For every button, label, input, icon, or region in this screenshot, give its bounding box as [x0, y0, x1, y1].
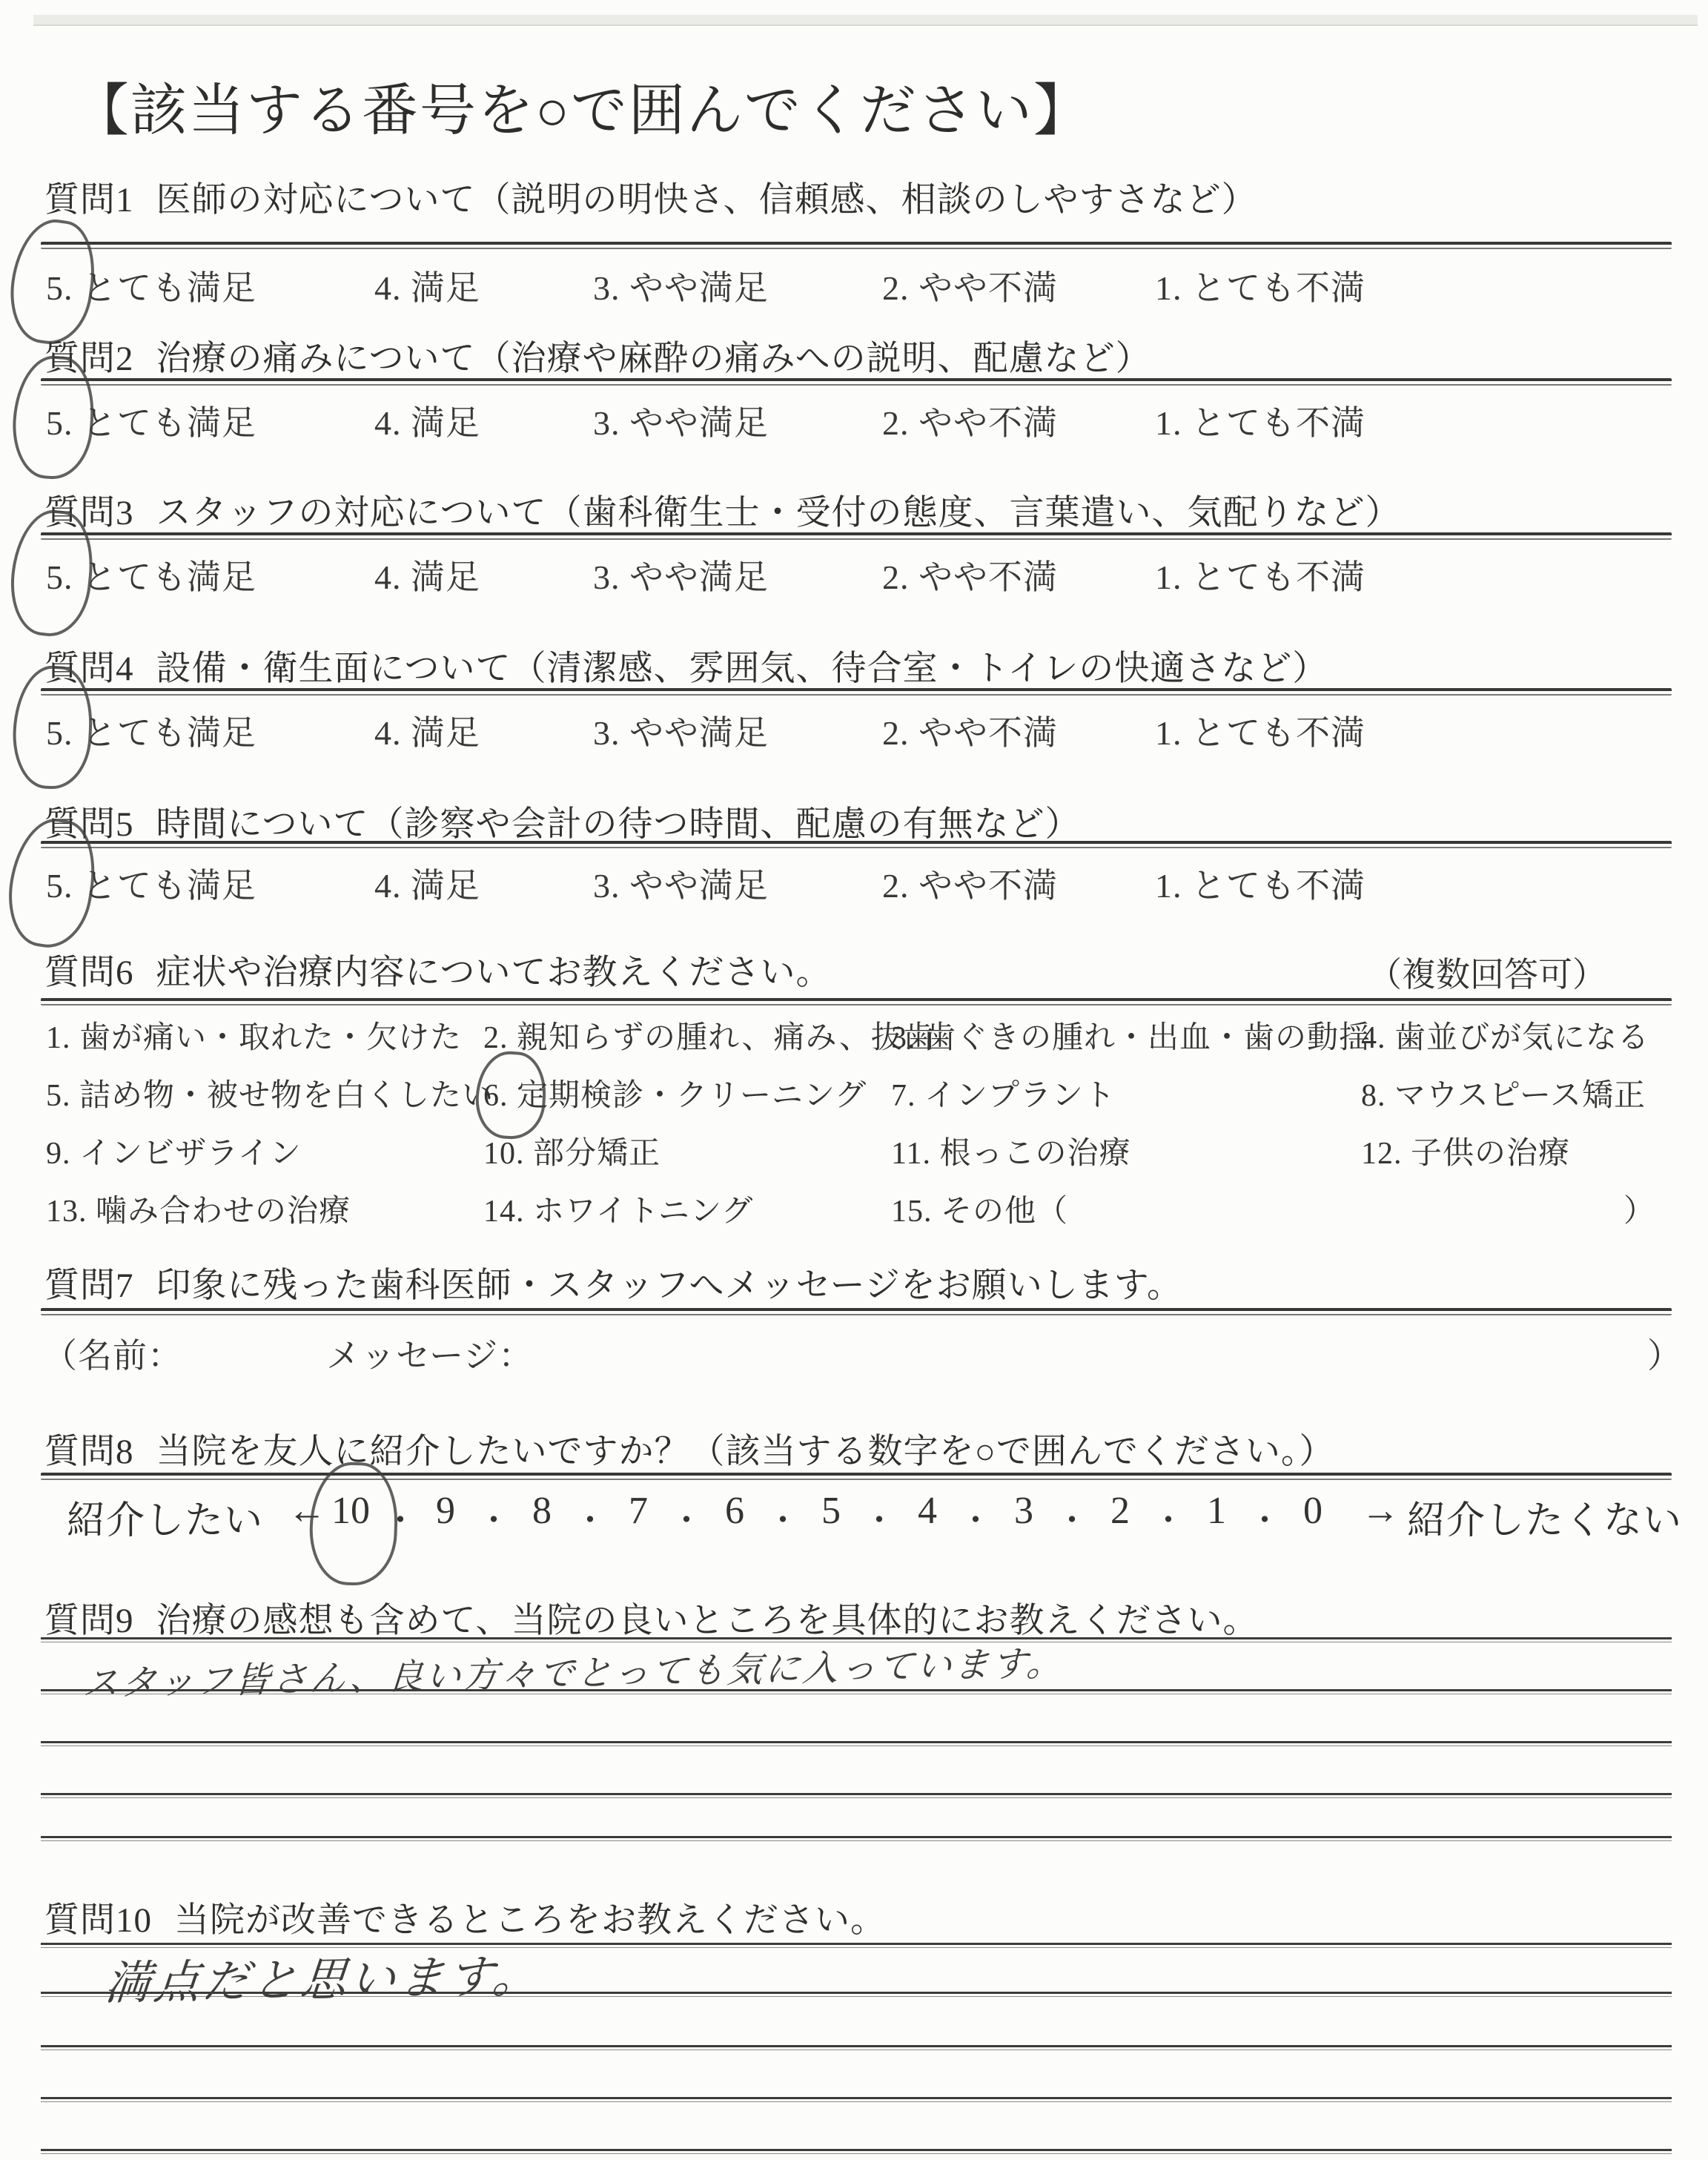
q5-rating-3: 3. やや満足 — [593, 867, 769, 905]
question-1-heading — [44, 172, 1257, 222]
q7-name-label: （名前： — [43, 1337, 182, 1375]
question-8-rule — [41, 1473, 1672, 1480]
q2-rating-1: 1. とても不満 — [1155, 404, 1366, 442]
q3-rating-3: 3. やや満足 — [593, 558, 769, 596]
q4-rating-5: 5. とても満足 — [46, 714, 256, 752]
question-5-text: 時間について（診察や会計の待つ時間、配慮の有無など） — [156, 805, 1081, 844]
q6-option-3: 3. 歯ぐきの腫れ・出血・歯の動揺 — [891, 1021, 1371, 1055]
question-5-rule — [41, 841, 1672, 848]
q6-option-10: 10. 部分矯正 — [483, 1137, 661, 1171]
q5-rating-5: 5. とても満足 — [46, 867, 256, 905]
q8-dot-separator: ・ — [1056, 1502, 1088, 1539]
q8-number-1: 1 — [1207, 1490, 1226, 1532]
q10-handwritten-answer: 満点だと思います。 — [102, 1948, 544, 2011]
question-4-text: 設備・衛生面について（清潔感、雰囲気、待合室・トイレの快適さなど） — [156, 650, 1328, 688]
q3-rating-4: 4. 満足 — [374, 558, 480, 596]
q1-pen-circle-annotation — [4, 214, 102, 349]
q4-rating-4: 4. 満足 — [374, 714, 480, 752]
form-title: 【該当する番号を○で囲んでください】 — [73, 80, 1091, 142]
q2-rating-2: 2. やや不満 — [882, 404, 1058, 442]
q6-option-14: 14. ホワイトニング — [483, 1195, 754, 1229]
question-5-heading — [44, 796, 1081, 846]
q5-rating-4: 4. 満足 — [374, 867, 480, 905]
q8-number-9: 9 — [436, 1490, 455, 1532]
q7-message-label: メッセージ： — [326, 1337, 534, 1375]
question-7-label: 質問7 — [44, 1266, 134, 1305]
q9-answer-line — [41, 1741, 1672, 1746]
q6-option-5: 5. 詰め物・被せ物を白くしたい — [46, 1079, 494, 1113]
q1-rating-5: 5. とても満足 — [46, 269, 256, 307]
q8-dot-separator: ・ — [574, 1502, 606, 1539]
q8-dot-separator: ・ — [477, 1502, 510, 1539]
question-4-label: 質問4 — [44, 650, 134, 688]
q8-dot-separator: ・ — [1152, 1502, 1185, 1539]
q8-number-4: 4 — [918, 1490, 937, 1532]
q8-number-2: 2 — [1110, 1490, 1130, 1532]
question-5-label: 質問5 — [44, 805, 134, 844]
question-1-label: 質問1 — [44, 181, 134, 219]
question-7-rule — [41, 1308, 1672, 1315]
question-8-heading — [44, 1424, 1334, 1473]
question-6-heading — [44, 945, 832, 994]
q6-pen-circle-annotation — [474, 1050, 548, 1141]
q9-handwritten-answer: スタッフ皆さん、良い方々でとっても気に入っています。 — [81, 1642, 1066, 1705]
question-6-label: 質問6 — [44, 954, 134, 992]
question-8-text: 当院を友人に紹介したいですか？（該当する数字を○で囲んでください。） — [156, 1433, 1335, 1471]
q6-option-1: 1. 歯が痛い・取れた・欠けた — [46, 1021, 463, 1055]
question-10-label: 質問10 — [44, 1901, 152, 1940]
q4-pen-circle-annotation — [10, 664, 96, 790]
q1-rating-3: 3. やや満足 — [593, 269, 769, 307]
q10-answer-line — [41, 2045, 1672, 2050]
q2-rating-5: 5. とても満足 — [46, 404, 256, 442]
question-2-text: 治療の痛みについて（治療や麻酔の痛みへの説明、配慮など） — [156, 340, 1151, 378]
q3-rating-5: 5. とても満足 — [46, 558, 256, 596]
q4-rating-3: 3. やや満足 — [593, 714, 769, 752]
q8-number-8: 8 — [532, 1490, 552, 1532]
question-9-text: 治療の感想も含めて、当院の良いところを具体的にお教えください。 — [156, 1602, 1259, 1640]
q6-option-4: 4. 歯並びが気になる — [1361, 1021, 1650, 1055]
q8-dot-separator: ・ — [384, 1502, 417, 1539]
q6-option-9: 9. インビザライン — [46, 1137, 302, 1171]
q6-option-15: 15. その他（ — [891, 1195, 1069, 1229]
question-4-heading — [44, 641, 1328, 690]
question-3-rule — [41, 532, 1672, 540]
q6-option-8: 8. マウスピース矯正 — [1361, 1079, 1646, 1113]
question-10-text: 当院が改善できるところをお教えください。 — [174, 1901, 886, 1940]
q9-answer-line — [41, 1793, 1672, 1798]
q8-left-label: 紹介したい — [67, 1500, 264, 1542]
q8-number-5: 5 — [821, 1490, 841, 1532]
q8-number-0: 0 — [1303, 1490, 1323, 1532]
q3-rating-2: 2. やや不満 — [882, 558, 1058, 596]
q10-answer-line — [41, 2097, 1672, 2102]
q1-rating-4: 4. 満足 — [374, 269, 480, 307]
q8-dot-separator: ・ — [767, 1502, 799, 1539]
q10-answer-line — [41, 2149, 1672, 2154]
question-1-rule — [41, 242, 1672, 249]
q8-right-arrow-icon: → — [1361, 1490, 1400, 1532]
q6-option-11: 11. 根っこの治療 — [891, 1137, 1131, 1171]
q2-rating-3: 3. やや満足 — [593, 404, 769, 442]
q8-dot-separator: ・ — [670, 1502, 703, 1539]
q8-right-label: 紹介したくない — [1407, 1500, 1683, 1542]
question-3-label: 質問3 — [44, 494, 134, 532]
q8-dot-separator: ・ — [1248, 1502, 1281, 1539]
q6-multi-answer-note: （複数回答可） — [1368, 956, 1606, 994]
q6-option-6: 6. 定期検診・クリーニング — [483, 1079, 867, 1113]
question-1-text: 医師の対応について（説明の明快さ、信頼感、相談のしやすさなど） — [156, 181, 1257, 219]
q1-rating-2: 2. やや不満 — [882, 269, 1058, 307]
question-2-label: 質問2 — [44, 340, 134, 378]
q8-number-6: 6 — [725, 1490, 744, 1532]
q1-rating-1: 1. とても不満 — [1155, 269, 1366, 307]
question-9-label: 質問9 — [44, 1602, 134, 1640]
q8-left-arrow-icon: ← — [288, 1490, 326, 1532]
q6-option-2: 2. 親知らずの腫れ、痛み、抜歯 — [483, 1021, 936, 1055]
question-4-rule — [41, 688, 1672, 696]
q6-option-7: 7. インプラント — [891, 1079, 1116, 1113]
q9-answer-line — [41, 1836, 1672, 1841]
scan-artifact-band — [33, 15, 1698, 26]
q3-rating-1: 1. とても不満 — [1155, 558, 1366, 596]
q5-rating-2: 2. やや不満 — [882, 867, 1058, 905]
q5-rating-1: 1. とても不満 — [1155, 867, 1366, 905]
q4-rating-2: 2. やや不満 — [882, 714, 1058, 752]
question-8-label: 質問8 — [44, 1433, 134, 1471]
question-9-heading — [44, 1593, 1259, 1642]
q8-number-10: 10 — [331, 1490, 370, 1532]
question-2-rule — [41, 378, 1672, 386]
q7-close-paren: ） — [1647, 1337, 1682, 1375]
q8-number-3: 3 — [1014, 1490, 1033, 1532]
question-6-rule — [41, 998, 1672, 1005]
q8-dot-separator: ・ — [863, 1502, 896, 1539]
q6-option-15-close-paren: ） — [1623, 1195, 1656, 1229]
question-6-text: 症状や治療内容についてお教えください。 — [156, 954, 832, 992]
q2-rating-4: 4. 満足 — [374, 404, 480, 442]
q6-option-13: 13. 噛み合わせの治療 — [46, 1195, 351, 1229]
question-7-text: 印象に残った歯科医師・スタッフへメッセージをお願いします。 — [156, 1266, 1182, 1305]
q4-rating-1: 1. とても不満 — [1155, 714, 1366, 752]
question-3-text: スタッフの対応について（歯科衛生士・受付の態度、言葉遣い、気配りなど） — [156, 494, 1401, 532]
q2-pen-circle-annotation — [9, 353, 97, 481]
question-7-heading — [44, 1258, 1182, 1307]
q8-dot-separator: ・ — [959, 1502, 992, 1539]
question-3-heading — [44, 485, 1401, 535]
question-2-heading — [44, 331, 1151, 380]
question-10-heading — [44, 1892, 886, 1942]
q8-number-7: 7 — [629, 1490, 648, 1532]
q6-option-12: 12. 子供の治療 — [1361, 1137, 1571, 1171]
